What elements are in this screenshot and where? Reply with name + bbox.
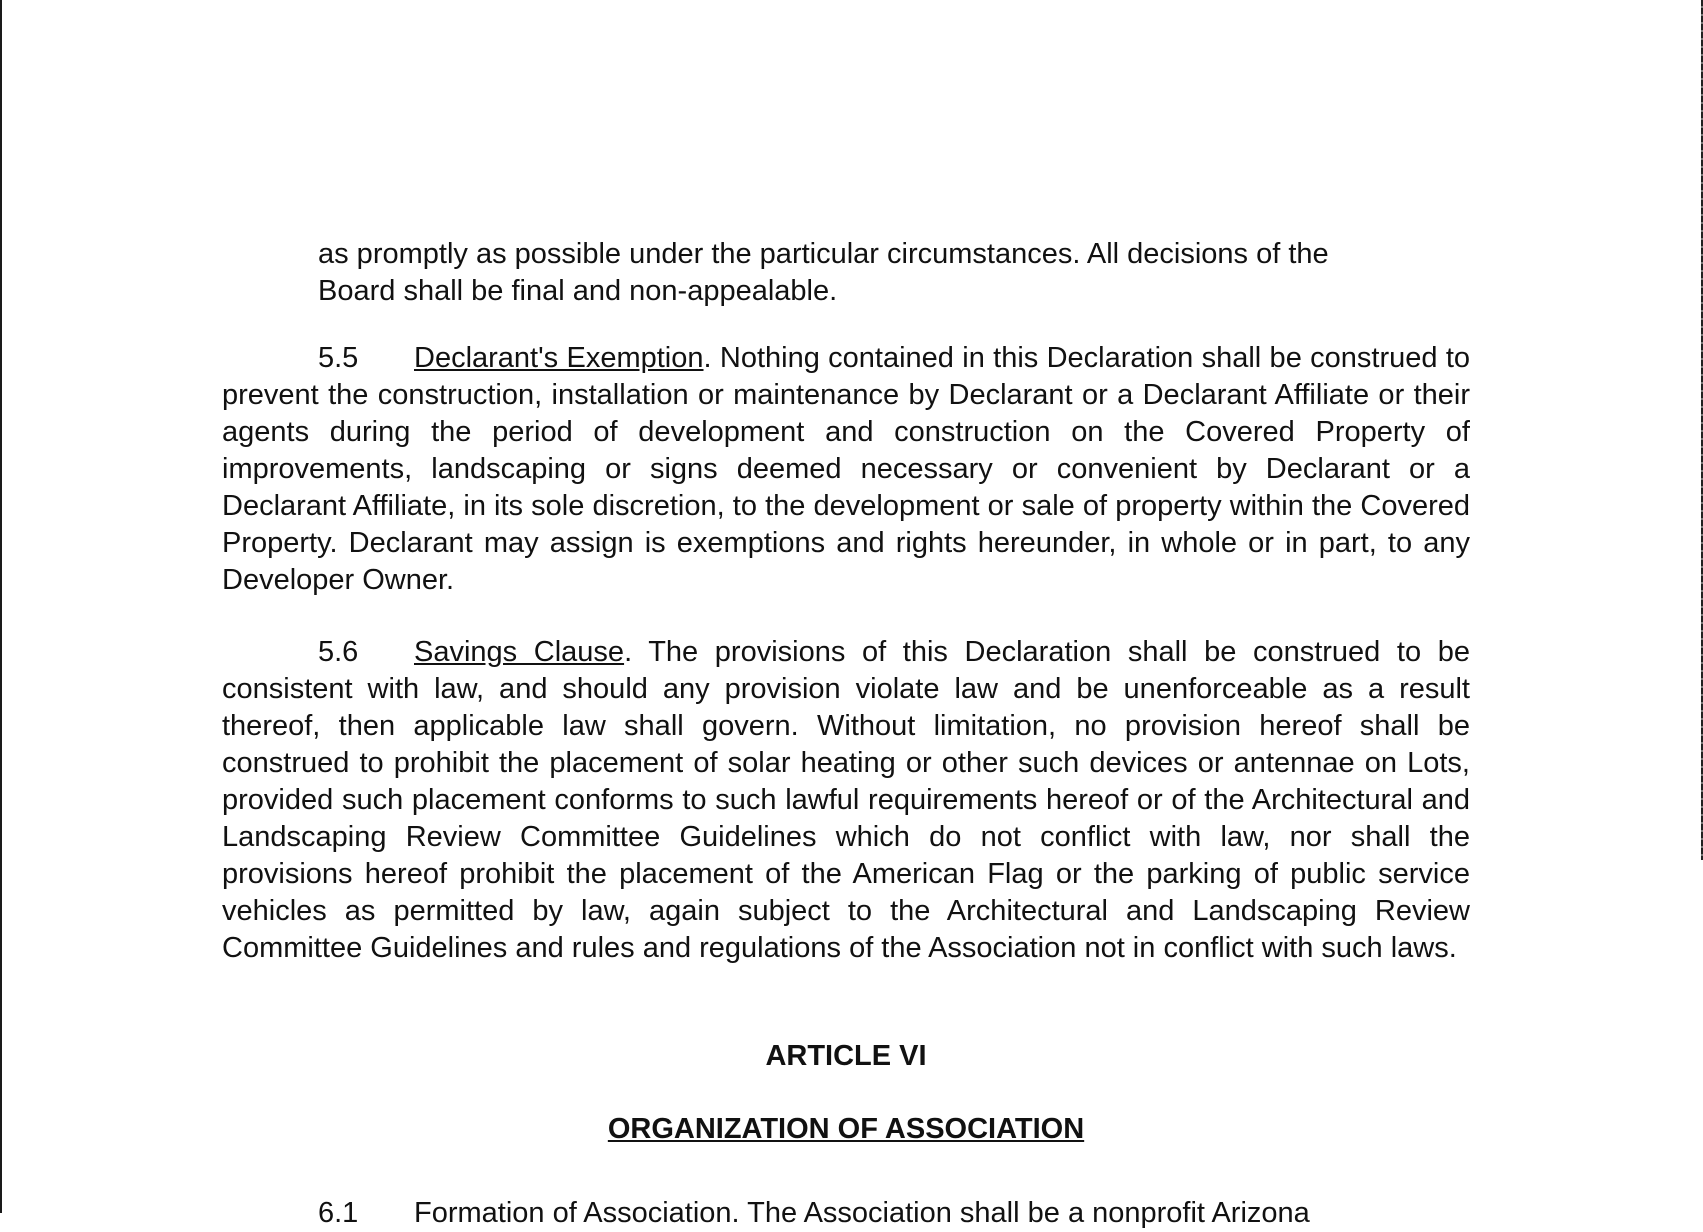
section-body: . Nothing contained in this Declaration shall be construed to prevent the construction, installation or maintenance by Declarant or a Declarant Affiliate or their agents during the period of development and construction on the Covered Property of improvements, landscaping or signs deemed necessary or convenient by Declarant or a Declarant Affiliate, in its sole discretion, to the development or sale of property within the Covered Property. Declarant may assign is exemptions and rights hereunder, in whole or in part, to any Developer Owner.: [222, 342, 1471, 596]
continuation-line-2: Board shall be final and non-appealable.: [318, 275, 838, 307]
section-number: 5.6: [318, 636, 359, 668]
section-body: . The provisions of this Declaration shall be construed to be consistent with law, and should any provision violate law and be unenforceable as a result thereof, then applicable law shall govern. Without limitation, no provision hereof shall be construed to prohibit the placement of solar heating or other such devices or antennae on Lots, provided such placement conforms to such lawful requirements hereof or of the Architectural and Landscaping Review Committee Guidelines which do not conflict with law, nor shall the provisions hereof prohibit the placement of the American Flag or the parking of public service vehicles as permitted by law, again subject to the Architectural and Landscaping Review Committee Guidelines and rules and regulations of the Association not in conflict with such laws.: [222, 636, 1470, 964]
section-5-6: [222, 634, 1470, 967]
continuation-paragraph: [318, 236, 1470, 310]
section-title: Savings Clause: [414, 636, 625, 668]
section-5-5: [222, 340, 1470, 599]
article-heading: ARTICLE VI: [765, 1040, 927, 1072]
continuation-line-1: as promptly as possible under the particular circumstances. All decisions of the: [318, 238, 1329, 270]
page-left-edge: [0, 0, 2, 1213]
section-title: Formation of Association.: [414, 1197, 740, 1229]
article-subheading: ORGANIZATION OF ASSOCIATION: [607, 1113, 1085, 1145]
section-title: Declarant's Exemption: [414, 342, 704, 374]
section-6-1: [222, 1195, 1470, 1232]
section-number: 6.1: [318, 1197, 359, 1229]
section-number: 5.5: [318, 342, 359, 374]
section-body: The Association shall be a nonprofit Arizona: [739, 1197, 1310, 1229]
